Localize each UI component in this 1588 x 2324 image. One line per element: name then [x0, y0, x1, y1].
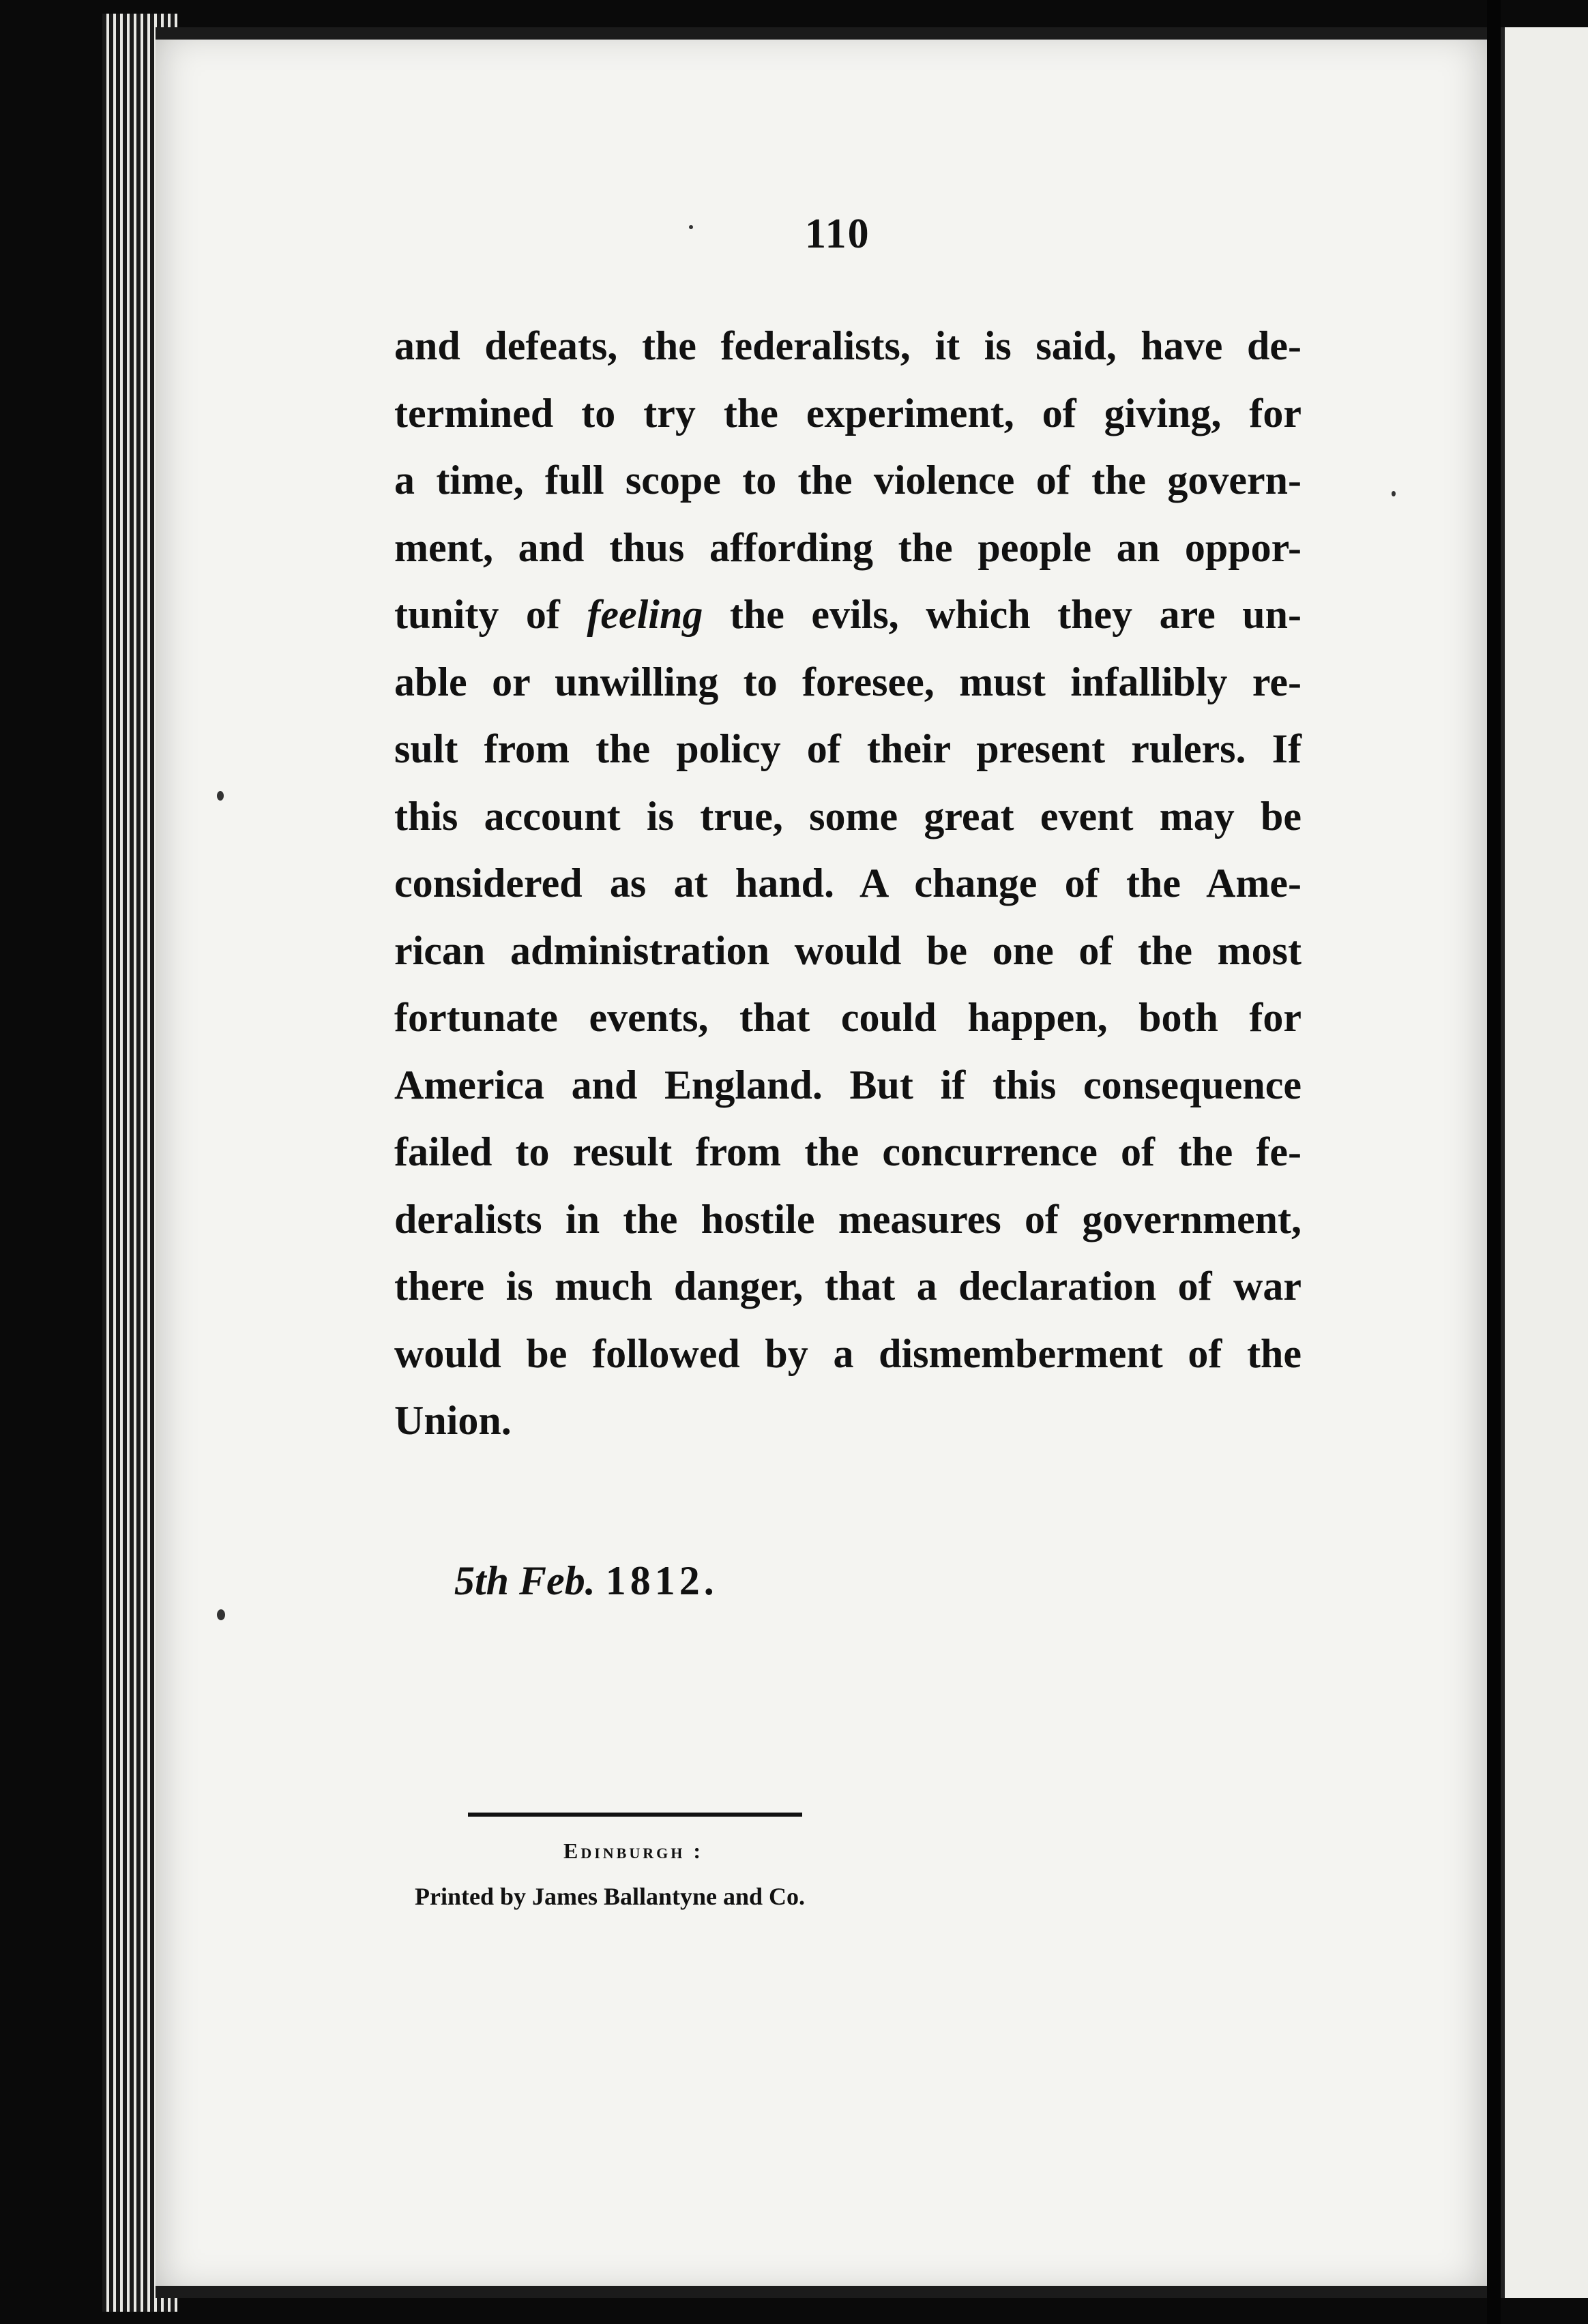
text-line: and defeats, the federalists, it is said, have de-	[394, 323, 1302, 368]
date-year: 1812.	[605, 1558, 718, 1603]
page-number: 110	[805, 211, 870, 257]
text-line: able or unwilling to foresee, must infallibly re-	[394, 659, 1302, 704]
text-line: sult from the policy of their present rulers. If	[394, 726, 1302, 771]
imprint-city: Edinburgh :	[563, 1838, 704, 1863]
text-line: rican administration would be one of the most	[394, 927, 1302, 973]
scan-speck	[1392, 491, 1396, 496]
page-top-border	[156, 27, 1487, 40]
text-line: considered as at hand. A change of the Ame-	[394, 861, 1302, 906]
scan-speck	[217, 791, 224, 801]
text-line: there is much danger, that a declaration of war	[394, 1264, 1302, 1309]
imprint-rule	[468, 1813, 802, 1817]
italic-word: feeling	[587, 592, 703, 637]
text-line-with-italic: tunity of feeling the evils, which they are un-	[394, 592, 1302, 637]
dateline	[454, 1558, 718, 1605]
text-line: this account is true, some great event may be	[394, 793, 1302, 839]
scan-speck	[689, 225, 693, 229]
text-line: Union.	[394, 1398, 512, 1443]
text-line: failed to result from the concurrence of the fe-	[394, 1129, 1302, 1174]
text-line: deralists in the hostile measures of government,	[394, 1196, 1302, 1242]
scan-speck	[217, 1609, 225, 1620]
page-bottom-border	[156, 2286, 1487, 2298]
text-line: ment, and thus affording the people an oppor-	[394, 524, 1302, 570]
facing-page-sliver	[1501, 27, 1588, 2298]
text-line: a time, full scope to the violence of the govern-	[394, 458, 1302, 503]
text-line: would be followed by a dismemberment of the	[394, 1330, 1302, 1376]
text-line: fortunate events, that could happen, both for	[394, 995, 1302, 1040]
date-day-month: 5th Feb.	[454, 1558, 596, 1603]
text-line: America and England. But if this consequence	[394, 1062, 1302, 1107]
imprint-printer: Printed by James Ballantyne and Co.	[415, 1883, 806, 1910]
text-line: termined to try the experiment, of giving, for	[394, 390, 1302, 436]
page-right-border	[1487, 0, 1501, 2324]
body-paragraph	[394, 312, 1302, 1455]
